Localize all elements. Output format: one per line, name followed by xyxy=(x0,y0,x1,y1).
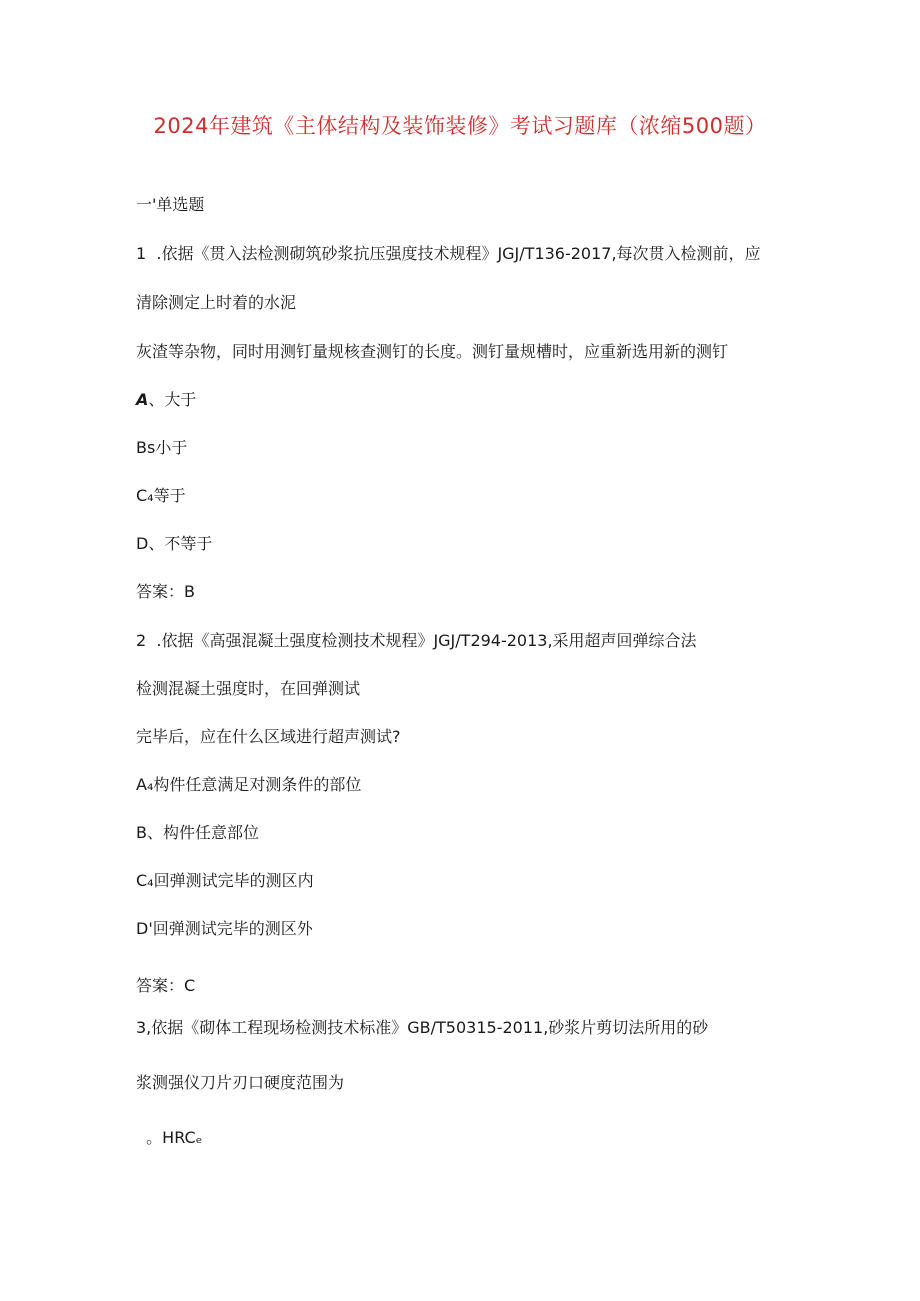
section-heading: 一'单选题 xyxy=(136,195,205,214)
question-2-option-d: D'回弹测试完毕的测区外 xyxy=(136,919,313,938)
question-1-line-2: 清除测定上时着的水泥 xyxy=(136,293,297,312)
question-2-line-2: 检测混凝土强度时，在回弹测试 xyxy=(136,679,361,698)
question-3-line-2: 浆测强仪刀片刃口硬度范围为 xyxy=(136,1073,345,1092)
question-2-option-b: B、构件任意部位 xyxy=(136,823,259,842)
option-text: 、大于 xyxy=(148,390,197,409)
question-2-answer: 答案：C xyxy=(136,976,196,995)
question-1-answer: 答案：B xyxy=(136,582,195,601)
question-1-option-a xyxy=(136,389,196,411)
question-3-line-3: 。HRCₑ xyxy=(136,1128,203,1147)
question-3-line-1: 3,依据《砌体工程现场检测技术标准》GB/T50315-2011,砂浆片剪切法所用的砂 xyxy=(136,1018,709,1037)
question-2-line-3: 完毕后，应在什么区域进行超声测试? xyxy=(136,727,401,746)
question-2-line-1: 2 .依据《高强混凝土强度检测技术规程》JGJ/T294-2013,采用超声回弹综合法 xyxy=(136,631,697,650)
document-title: 2024年建筑《主体结构及装饰装修》考试习题库（浓缩500题） xyxy=(153,114,767,138)
question-1-option-c: C₄等于 xyxy=(136,486,186,505)
question-1-line-3: 灰渣等杂物，同时用测钉量规核查测钉的长度。测钉量规槽时，应重新选用新的测钉 xyxy=(136,342,729,361)
question-1-line-1: 1 .依据《贯入法检测砌筑砂浆抗压强度技术规程》JGJ/T136-2017,每次贯入检测前，应 xyxy=(136,244,761,263)
question-1-option-b: Bs小于 xyxy=(136,438,188,457)
question-2-option-c: C₄回弹测试完毕的测区内 xyxy=(136,871,314,890)
option-letter: A xyxy=(136,390,149,409)
question-2-option-a: A₄构件任意满足对测条件的部位 xyxy=(136,775,362,794)
question-1-option-d: D、不等于 xyxy=(136,534,213,553)
